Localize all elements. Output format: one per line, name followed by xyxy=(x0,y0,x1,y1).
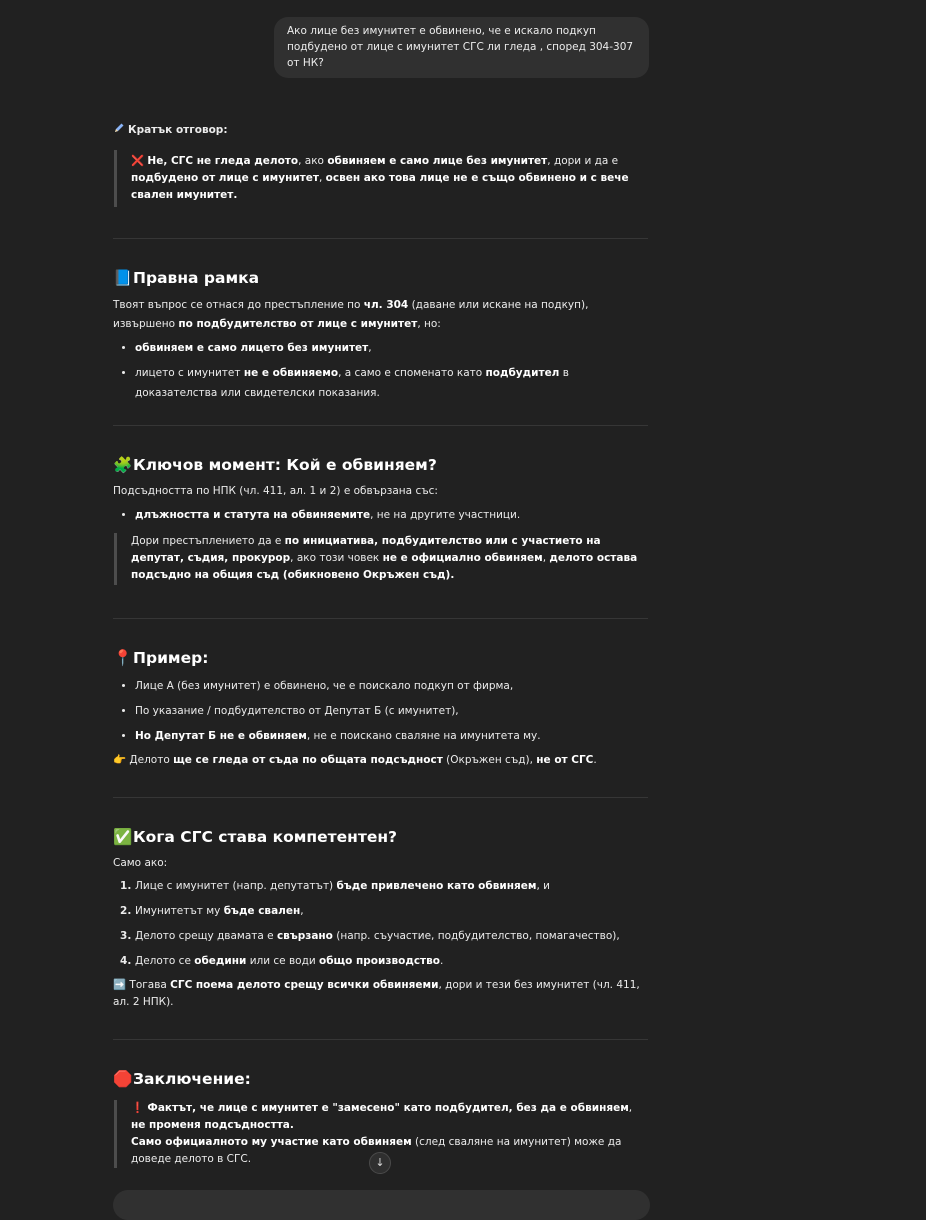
divider xyxy=(113,1039,648,1040)
legal-framework-heading: 📘Правна рамка xyxy=(113,269,260,287)
example-list xyxy=(113,676,648,746)
pin-icon: 📍 xyxy=(113,648,133,667)
arrow-down-icon: ↓ xyxy=(375,1156,385,1169)
list-item: 2. Имунитетът му бъде свален, xyxy=(135,901,648,921)
when-competent-intro: Само ако: xyxy=(113,856,168,869)
example-heading: 📍Пример: xyxy=(113,648,209,667)
user-message-bubble xyxy=(274,17,649,78)
when-competent-heading: ✅Кога СГС става компетентен? xyxy=(113,827,398,846)
divider xyxy=(113,238,648,239)
cross-icon: ❌ xyxy=(131,155,145,167)
example-result: 👉 Делото ще се гледа от съда по общата подсъдност (Окръжен съд), не от СГС. xyxy=(113,753,597,766)
right-arrow-icon: ➡️ xyxy=(113,979,127,992)
key-moment-quote: Дори престъплението да е по инициатива, подбудителство или с участието на депутат, съдия, прокурор, ако този човек не е официално обвиняем, делото остава подсъдно на общия съд (обикновено Окръжен съд). xyxy=(114,533,648,585)
conclusion-quote: ❗ Фактът, че лице с имунитет е "замесено" като подбудител, без да е обвиняем, не променя подсъдността. Само официалното му участие като обвиняем (след сваляне на имунитет) може да доведе делото в СГС. xyxy=(114,1100,648,1168)
key-moment-list xyxy=(113,505,648,525)
pencil-icon xyxy=(113,122,125,134)
book-icon: 📘 xyxy=(113,269,133,287)
list-item: 3. Делото срещу двамата е свързано (напр. съучастие, подбудителство, помагачество), xyxy=(135,926,648,946)
divider xyxy=(113,618,648,619)
list-item: 1. Лице с имунитет (напр. депутатът) бъде привлечено като обвиняем, и xyxy=(135,876,648,896)
divider xyxy=(113,797,648,798)
puzzle-icon: 🧩 xyxy=(113,456,133,474)
list-item: • длъжността и статута на обвиняемите, не на другите участници. xyxy=(135,505,648,525)
divider xyxy=(113,425,648,426)
scroll-to-bottom-button[interactable] xyxy=(369,1152,391,1174)
assistant-answer xyxy=(113,120,648,1168)
stop-sign-icon: 🛑 xyxy=(113,1069,133,1088)
check-icon: ✅ xyxy=(113,827,133,846)
list-item: • Но Депутат Б не е обвиняем, не е поискано сваляне на имунитета му. xyxy=(135,726,648,746)
conclusion-heading: 🛑Заключение: xyxy=(113,1069,251,1088)
list-item: 4. Делото се обедини или се води общо производство. xyxy=(135,951,648,971)
short-answer-heading: Кратък отговор: xyxy=(113,120,648,140)
list-item: • лицето с имунитет не е обвиняемо, а само е споменато като подбудител в доказателства или свидетелски показания. xyxy=(135,363,648,403)
list-item: • По указание / подбудителство от Депутат Б (с имунитет), xyxy=(135,701,648,721)
message-composer[interactable] xyxy=(113,1190,650,1220)
key-moment-text: Подсъдността по НПК (чл. 411, ал. 1 и 2) е обвързана със: xyxy=(113,485,438,497)
user-message-text: Ако лице без имунитет е обвинено, че е искало подкуп подбудено от лице с имунитет СГС ли гледа , според 304-307 от НК? xyxy=(287,25,634,69)
legal-framework-list xyxy=(113,338,648,403)
pointing-hand-icon: 👉 xyxy=(113,753,127,766)
legal-framework-text: Твоят въпрос се отнася до престъпление по чл. 304 (даване или искане на подкуп), извършено по подбудителство от лице с имунитет, но: xyxy=(113,299,589,330)
when-competent-list xyxy=(113,876,648,971)
short-answer-quote: ❌ Не, СГС не гледа делото, ако обвиняем е само лице без имунитет, дори и да е подбудено от лице с имунитет, освен ако това лице не е също обвинено и с вече свален имунитет. xyxy=(114,150,648,207)
exclamation-icon: ❗ xyxy=(131,1101,145,1114)
list-item: • обвиняем е само лицето без имунитет, xyxy=(135,338,648,358)
when-competent-result: ➡️ Тогава СГС поема делото срещу всички обвиняеми, дори и тези без имунитет (чл. 411, ал. 2 НПК). xyxy=(113,979,640,1009)
key-moment-heading: 🧩Ключов момент: Кой е обвиняем? xyxy=(113,456,437,474)
list-item: • Лице А (без имунитет) е обвинено, че е поискало подкуп от фирма, xyxy=(135,676,648,696)
